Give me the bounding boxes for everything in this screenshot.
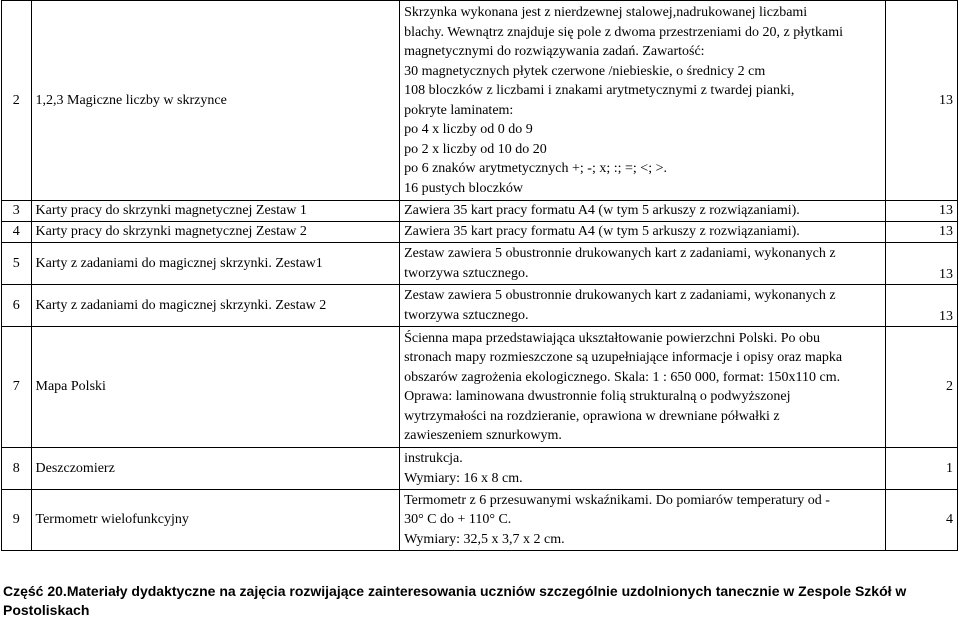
description-line: instrukcja. — [404, 451, 463, 466]
item-description — [400, 490, 886, 551]
description-line: Zawiera 35 kart pracy formatu A4 (w tym 5 arkuszy z rozwiązaniami). — [404, 224, 800, 240]
description-line: 16 pustych bloczków — [404, 180, 524, 196]
row-number: 8 — [2, 448, 32, 490]
item-name: Mapa Polski — [31, 327, 400, 448]
item-name: Deszczomierz — [31, 448, 400, 490]
description-line: blachy. Wewnątrz znajduje się pole z dwoma przestrzeniami do 20, z płytkami — [404, 24, 844, 40]
description-line: Termometr z 6 przesuwanymi wskaźnikami. Do pomiarów temperatury od - — [404, 492, 830, 508]
description-line: Wymiary: 16 x 8 cm. — [404, 470, 523, 486]
description-line: wytrzymałości na rozdzieranie, oprawiona w drewniane półwałki z — [404, 408, 780, 424]
row-number: 7 — [2, 327, 32, 448]
row-number: 3 — [2, 201, 32, 222]
description-line: Ścienna mapa przedstawiająca ukształtowanie powierzchni Polski. Po obu — [404, 330, 821, 346]
item-name: Karty z zadaniami do magicznej skrzynki. Zestaw 2 — [31, 285, 400, 327]
item-name: Karty pracy do skrzynki magnetycznej Zestaw 2 — [31, 222, 400, 243]
item-quantity: 13 — [885, 222, 957, 243]
item-quantity: 1 — [885, 448, 957, 490]
description-line: po 2 x liczby od 10 do 20 — [404, 141, 547, 157]
description-line: tworzywa sztucznego. — [404, 307, 529, 323]
description-line: stronach mapy rozmieszczone są uzupełniające informacje i opisy oraz mapka — [404, 350, 843, 365]
description-line: Zawiera 35 kart pracy formatu A4 (w tym 5 arkuszy z rozwiązaniami). — [404, 203, 800, 219]
item-quantity: 4 — [885, 490, 957, 551]
table-row — [2, 448, 958, 490]
item-quantity: 13 — [885, 243, 957, 285]
row-number: 4 — [2, 222, 32, 243]
table-row — [2, 327, 958, 448]
description-line: Wymiary: 32,5 x 3,7 x 2 cm. — [404, 531, 565, 547]
item-description — [400, 222, 886, 243]
table-row — [2, 285, 958, 327]
table-row — [2, 1, 958, 201]
description-line: obszarów zagrożenia ekologicznego. Skala: 1 : 650 000, format: 150x110 cm. — [404, 369, 841, 385]
item-description — [400, 285, 886, 327]
description-line: tworzywa sztucznego. — [404, 265, 529, 281]
item-description — [400, 243, 886, 285]
item-description — [400, 201, 886, 222]
description-line: po 6 znaków arytmetycznych +; -; x; :; =; <; >. — [404, 161, 667, 176]
description-line: 30 magnetycznych płytek czerwone /niebieskie, o średnicy 2 cm — [404, 63, 766, 79]
item-quantity: 13 — [885, 1, 957, 201]
row-number: 5 — [2, 243, 32, 285]
item-name: 1,2,3 Magiczne liczby w skrzynce — [31, 1, 400, 201]
row-number: 2 — [2, 1, 32, 201]
table-row — [2, 243, 958, 285]
row-number: 9 — [2, 490, 32, 551]
description-line: pokryte laminatem: — [404, 102, 514, 118]
description-line: magnetycznymi do rozwiązywania zadań. Zawartość: — [404, 44, 705, 59]
item-description — [400, 448, 886, 490]
item-name: Termometr wielofunkcyjny — [31, 490, 400, 551]
item-description — [400, 327, 886, 448]
description-line: po 4 x liczby od 0 do 9 — [404, 122, 533, 137]
item-description — [400, 1, 886, 201]
description-line: Zestaw zawiera 5 obustronnie drukowanych kart z zadaniami, wykonanych z — [404, 288, 836, 303]
row-number: 6 — [2, 285, 32, 327]
description-line: zawieszeniem sznurkowym. — [404, 428, 562, 443]
items-table — [1, 0, 958, 551]
item-name: Karty pracy do skrzynki magnetycznej Zestaw 1 — [31, 201, 400, 222]
description-line: 30° C do + 110° C. — [404, 512, 512, 528]
item-quantity: 13 — [885, 201, 957, 222]
item-quantity: 2 — [885, 327, 957, 448]
table-row — [2, 490, 958, 551]
table-row — [2, 201, 958, 222]
description-line: Oprawa: laminowana dwustronnie folią strukturalną o podwyższonej — [404, 389, 791, 404]
table-row — [2, 222, 958, 243]
item-quantity: 13 — [885, 285, 957, 327]
description-line: Skrzynka wykonana jest z nierdzewnej stalowej,nadrukowanej liczbami — [404, 5, 808, 20]
item-name: Karty z zadaniami do magicznej skrzynki. Zestaw1 — [31, 243, 400, 285]
section-heading: Część 20.Materiały dydaktyczne na zajęcia rozwijające zainteresowania uczniów szczególnie uzdolnionych tanecznie w Zespole Szkół w Postoliskach — [3, 583, 907, 618]
description-line: 108 bloczków z liczbami i znakami arytmetycznymi z twardej pianki, — [404, 83, 795, 98]
description-line: Zestaw zawiera 5 obustronnie drukowanych kart z zadaniami, wykonanych z — [404, 246, 836, 261]
